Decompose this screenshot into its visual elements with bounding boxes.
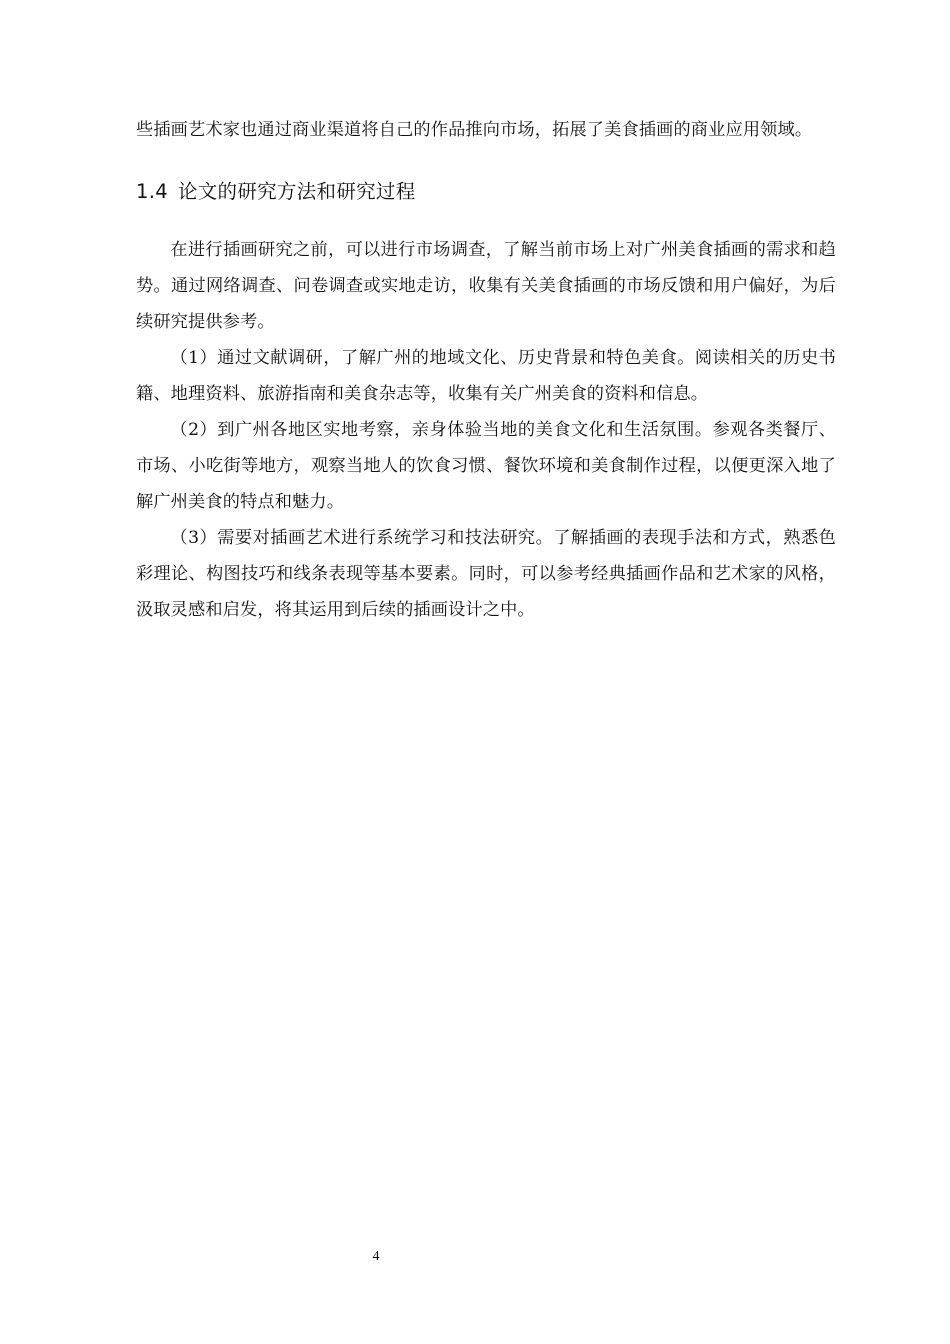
paragraph-method-1: （1）通过文献调研，了解广州的地域文化、历史背景和特色美食。阅读相关的历史书籍、地理资料、旅游指南和美食杂志等，收集有关广州美食的资料和信息。 — [136, 348, 836, 404]
section-title: 论文的研究方法和研究过程 — [177, 180, 416, 203]
paragraph-method-2: （2）到广州各地区实地考察，亲身体验当地的美食文化和生活氛围。参观各类餐厅、市场、小吃街等地方，观察当地人的饮食习惯、餐饮环境和美食制作过程，以便更深入地了解广州美食的特点和魅力。 — [136, 420, 836, 512]
paragraph-intro: 在进行插画研究之前，可以进行市场调查，了解当前市场上对广州美食插画的需求和趋势。通过网络调查、问卷调查或实地走访，收集有关美食插画的市场反馈和用户偏好，为后续研究提供参考。 — [136, 240, 836, 332]
page-number: 4 — [372, 1249, 380, 1264]
page-body — [136, 112, 836, 628]
continued-paragraph: 些插画艺术家也通过商业渠道将自己的作品推向市场，拓展了美食插画的商业应用领域。 — [136, 120, 813, 140]
paragraph-method-3: （3）需要对插画艺术进行系统学习和技法研究。了解插画的表现手法和方式，熟悉色彩理论、构图技巧和线条表现等基本要素。同时，可以参考经典插画作品和艺术家的风格，汲取灵感和启发，将其运用到后续的插画设计之中。 — [136, 528, 836, 620]
section-number: 1.4 — [136, 180, 168, 203]
section-heading — [136, 174, 836, 210]
